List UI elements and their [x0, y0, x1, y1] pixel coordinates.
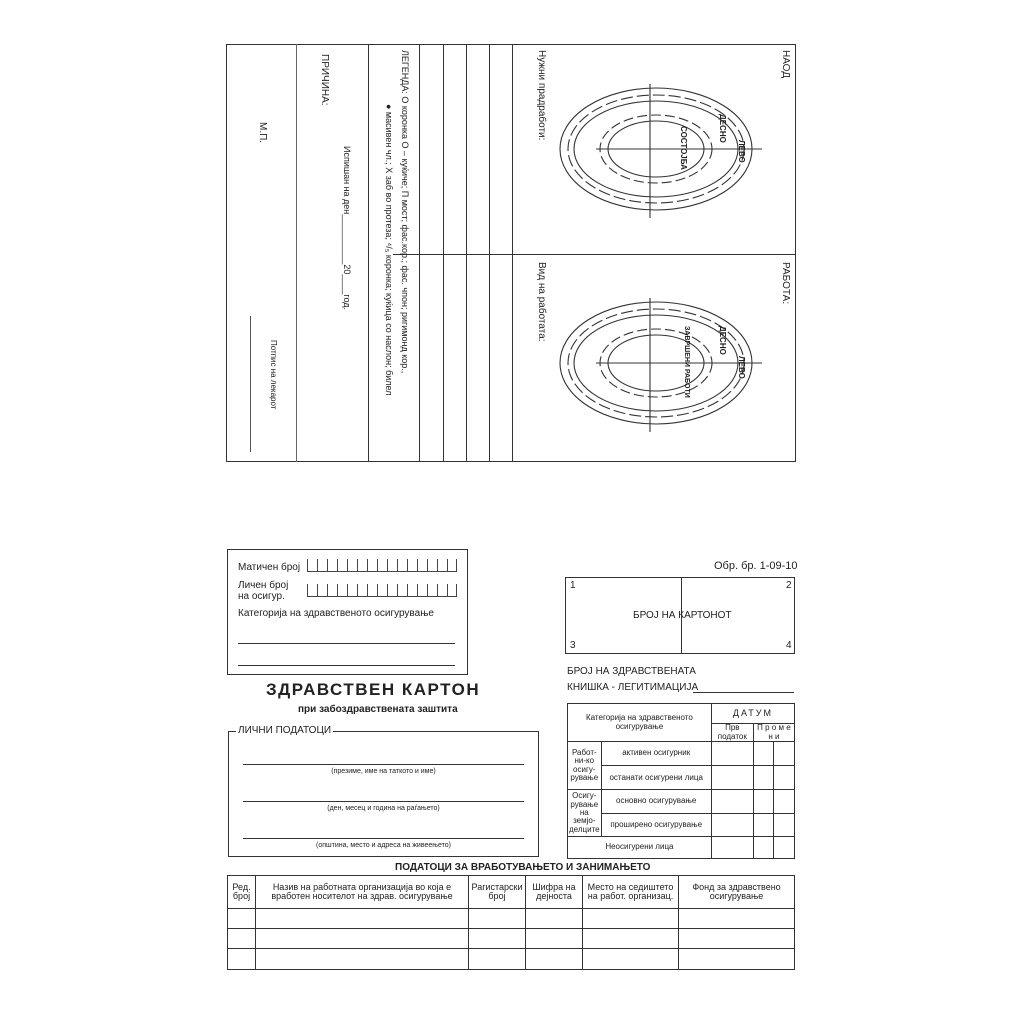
table-cell[interactable]	[753, 766, 774, 790]
category-input-line[interactable]	[238, 665, 455, 666]
birthdate-hint: (ден, месец и година на раѓањето)	[327, 805, 440, 812]
corner-1: 1	[570, 580, 576, 591]
licen-label-2: на осигур.	[238, 591, 285, 602]
table-cell[interactable]	[583, 949, 679, 970]
table-cell[interactable]	[774, 742, 795, 766]
rabota-label: РАБОТА:	[780, 262, 791, 305]
employment-table	[227, 875, 795, 970]
table-cell[interactable]	[256, 949, 469, 970]
divider	[393, 254, 796, 255]
col-headquarters: Место на седиштето на работ. организац.	[583, 876, 679, 909]
table-cell[interactable]	[228, 949, 256, 970]
divider	[466, 44, 467, 462]
page-title: ЗДРАВСТВЕН КАРТОН	[266, 680, 481, 699]
changes-header: П р о м е н и	[753, 724, 794, 742]
divider	[489, 44, 490, 462]
form-number: Обр. бр. 1-09-10	[714, 560, 798, 572]
table-cell[interactable]	[753, 790, 774, 813]
group-employee: Работ-ни-ко осигу-рување	[568, 742, 602, 790]
corner-3: 3	[570, 640, 576, 651]
category-header: Категорија на здравственото осигурување	[568, 704, 712, 742]
table-cell[interactable]	[679, 929, 795, 949]
table-cell[interactable]	[774, 813, 795, 836]
table-cell[interactable]	[753, 742, 774, 766]
dental-chart-work	[552, 292, 764, 434]
row-active-insured: активен осигурник	[601, 742, 711, 766]
divider	[368, 44, 369, 462]
divider	[296, 44, 297, 462]
col-insurance-fund: Фонд за здравствено осигурување	[679, 876, 795, 909]
col-activity-code: Шифра на дејноста	[526, 876, 583, 909]
maticen-input[interactable]	[307, 559, 457, 572]
name-input-line[interactable]	[243, 764, 524, 765]
table-cell[interactable]	[711, 766, 753, 790]
table-cell[interactable]	[583, 909, 679, 929]
table-cell[interactable]	[774, 766, 795, 790]
col-order-number: Ред. број	[228, 876, 256, 909]
completed-work-label: ЗАВРШЕНИ РАБОТИ	[683, 326, 690, 398]
table-cell[interactable]	[228, 909, 256, 929]
dental-chart-state	[552, 78, 764, 220]
insurance-category-table	[567, 703, 795, 859]
left-label: ЛЕВО	[737, 356, 746, 379]
maticen-label: Матичен број	[238, 562, 301, 573]
table-cell[interactable]	[774, 790, 795, 813]
doctor-signature-label: Потпис на лекарот	[269, 340, 278, 410]
right-label: ДЕСНО	[718, 114, 727, 143]
table-cell[interactable]	[711, 836, 753, 858]
corner-4: 4	[786, 640, 792, 651]
category-label: Категорија на здравственото осигурување	[238, 608, 434, 619]
table-cell[interactable]	[583, 929, 679, 949]
divider	[512, 44, 513, 462]
reason-label: ПРИЧИНА:	[319, 54, 330, 106]
date-header: ДАТУМ	[711, 704, 794, 724]
left-label: ЛЕВО	[737, 140, 746, 163]
row-other-insured: останати осигурени лица	[601, 766, 711, 790]
table-cell[interactable]	[526, 949, 583, 970]
row-extended-insurance: проширено осигурување	[601, 813, 711, 836]
table-cell[interactable]	[679, 909, 795, 929]
state-label: СОСТОЈБА	[679, 126, 688, 170]
nalaz-label: НАОД	[780, 50, 791, 79]
booklet-label-1: БРОЈ НА ЗДРАВСТВЕНАТА	[567, 666, 696, 677]
category-input-line[interactable]	[238, 643, 455, 644]
table-cell[interactable]	[711, 790, 753, 813]
page-subtitle: при забоздравствената заштита	[298, 704, 458, 715]
table-cell[interactable]	[469, 909, 526, 929]
address-input-line[interactable]	[243, 838, 524, 839]
corner-2: 2	[786, 580, 792, 591]
card-number-title: БРОЈ НА КАРТОНОТ	[633, 610, 732, 621]
table-cell[interactable]	[469, 929, 526, 949]
booklet-label-2: КНИШКА - ЛЕГИТИМАЦИЈА	[567, 682, 699, 693]
table-cell[interactable]	[753, 813, 774, 836]
table-cell[interactable]	[711, 813, 753, 836]
table-cell[interactable]	[469, 949, 526, 970]
seal-label: М.П.	[257, 122, 268, 144]
address-hint: (општина, место и адреса на живеењето)	[316, 842, 451, 849]
col-organization: Назив на работната организација во која е вработен носителот на здрав. осигурување	[256, 876, 469, 909]
col-registry-number: Рагистарски број	[469, 876, 526, 909]
divider	[419, 44, 420, 462]
booklet-input-line[interactable]	[693, 692, 794, 693]
table-cell[interactable]	[256, 909, 469, 929]
table-cell[interactable]	[526, 909, 583, 929]
right-label: ДЕСНО	[718, 326, 727, 355]
work-type-label: Вид на работата:	[536, 262, 547, 342]
name-hint: (презиме, име на таткото и име)	[331, 768, 436, 775]
group-farmers: Осигу-рување на земјо-делците	[568, 790, 602, 836]
divider	[443, 44, 444, 462]
table-cell[interactable]	[679, 949, 795, 970]
first-data-header: Прв податок	[711, 724, 753, 742]
table-cell[interactable]	[228, 929, 256, 949]
row-basic-insurance: основно осигурување	[601, 790, 711, 813]
legend-line-1: ЛЕГЕНДА: О коронка О – куќиче; П мост; фас.кор.; фас. чпон; ригимонд кор.,	[400, 50, 410, 374]
issued-date: Испишан на ден__________20____год.	[342, 146, 352, 310]
signature-line	[250, 316, 251, 452]
licen-input[interactable]	[307, 584, 457, 597]
personal-data-title: ЛИЧНИ ПОДАТОЦИ	[238, 725, 332, 736]
employment-title: ПОДАТОЦИ ЗА ВРАБОТУВАЊЕТО И ЗАНИМАЊЕТО	[395, 862, 651, 873]
licen-label-1: Личен број	[238, 580, 289, 591]
birthdate-input-line[interactable]	[243, 801, 524, 802]
table-cell[interactable]	[256, 929, 469, 949]
table-cell[interactable]	[753, 836, 774, 858]
needed-work-label: Нужни прадработи:	[536, 50, 547, 141]
table-cell[interactable]	[774, 836, 795, 858]
table-cell[interactable]	[711, 742, 753, 766]
table-cell[interactable]	[526, 929, 583, 949]
legend-line-2: ● масивен чл.; X заб во протеза; ⁴/₅ коронка; куќица со наслон; билел	[384, 104, 394, 396]
row-uninsured: Неосигурени лица	[568, 836, 712, 858]
